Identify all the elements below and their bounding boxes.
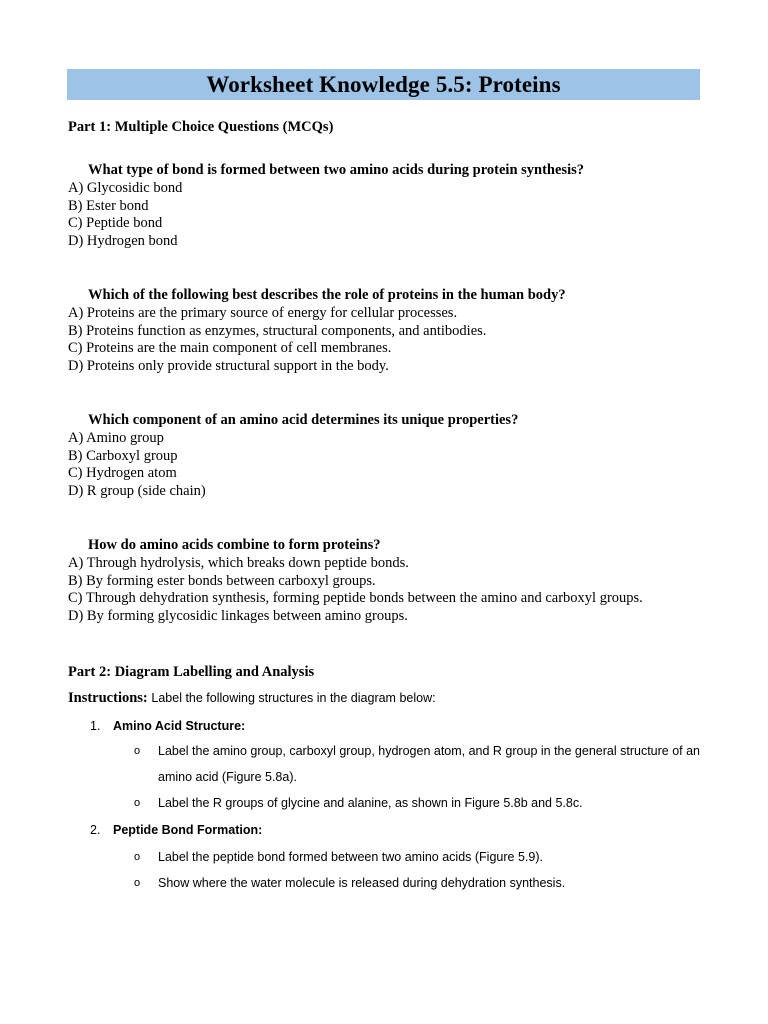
bullet-text: Label the peptide bond formed between two amino acids (Figure 5.9).: [158, 850, 543, 864]
option-a: A) Through hydrolysis, which breaks down peptide bonds.: [68, 554, 409, 571]
option-b: B) By forming ester bonds between carboxyl groups.: [68, 572, 376, 589]
option-d: D) Proteins only provide structural support in the body.: [68, 358, 389, 375]
part2-heading: Part 2: Diagram Labelling and Analysis: [68, 664, 315, 680]
bullet-text: Show where the water molecule is released during dehydration synthesis.: [158, 876, 566, 890]
item-number: 1.: [90, 719, 101, 733]
bullet-marker-icon: o: [134, 745, 141, 757]
question-stem: Which component of an amino acid determines its unique properties?: [88, 412, 519, 428]
option-c: C) Through dehydration synthesis, forming peptide bonds between the amino and carboxyl groups.: [68, 590, 643, 607]
question-3: [68, 412, 708, 501]
bullet-item: [134, 738, 704, 790]
option-d: D) Hydrogen bond: [68, 233, 178, 250]
bullet-text: Label the amino group, carboxyl group, hydrogen atom, and R group in the general structure of an amino acid (Figure 5.8a).: [158, 744, 701, 784]
part1-heading: Part 1: Multiple Choice Questions (MCQs): [68, 119, 334, 135]
question-stem: How do amino acids combine to form proteins?: [88, 537, 381, 553]
option-a: A) Amino group: [68, 429, 164, 446]
bullet-text: Label the R groups of glycine and alanine, as shown in Figure 5.8b and 5.8c.: [158, 796, 583, 810]
option-b: B) Proteins function as enzymes, structural components, and antibodies.: [68, 322, 487, 339]
bullet-marker-icon: o: [134, 877, 141, 889]
instructions-lead: Instructions:: [68, 690, 148, 706]
option-d: D) By forming glycosidic linkages between amino groups.: [68, 608, 408, 625]
numbered-item-2: [90, 822, 262, 838]
option-b: B) Ester bond: [68, 197, 149, 214]
question-2: [68, 287, 708, 376]
bullet-marker-icon: o: [134, 797, 141, 809]
title-banner: [67, 69, 700, 100]
option-c: C) Peptide bond: [68, 215, 163, 232]
bullet-item: [134, 790, 704, 816]
option-a: A) Glycosidic bond: [68, 179, 183, 196]
page-title: Worksheet Knowledge 5.5: Proteins: [206, 72, 561, 97]
bullet-marker-icon: o: [134, 851, 141, 863]
bullet-item: [134, 844, 704, 870]
item-label: Peptide Bond Formation:: [113, 823, 263, 837]
instructions-text: Label the following structures in the diagram below:: [151, 691, 436, 705]
instructions: [68, 689, 436, 707]
question-1: [68, 162, 708, 251]
option-c: C) Hydrogen atom: [68, 465, 177, 482]
item-label: Amino Acid Structure:: [113, 719, 246, 733]
numbered-item-1: [90, 718, 245, 734]
item-number: 2.: [90, 823, 101, 837]
option-b: B) Carboxyl group: [68, 447, 178, 464]
bullet-item: [134, 870, 704, 896]
question-4: [68, 537, 708, 626]
option-c: C) Proteins are the main component of cell membranes.: [68, 340, 392, 357]
question-stem: What type of bond is formed between two amino acids during protein synthesis?: [88, 162, 584, 178]
question-stem: Which of the following best describes the role of proteins in the human body?: [88, 287, 566, 303]
option-d: D) R group (side chain): [68, 483, 206, 500]
option-a: A) Proteins are the primary source of energy for cellular processes.: [68, 304, 458, 321]
